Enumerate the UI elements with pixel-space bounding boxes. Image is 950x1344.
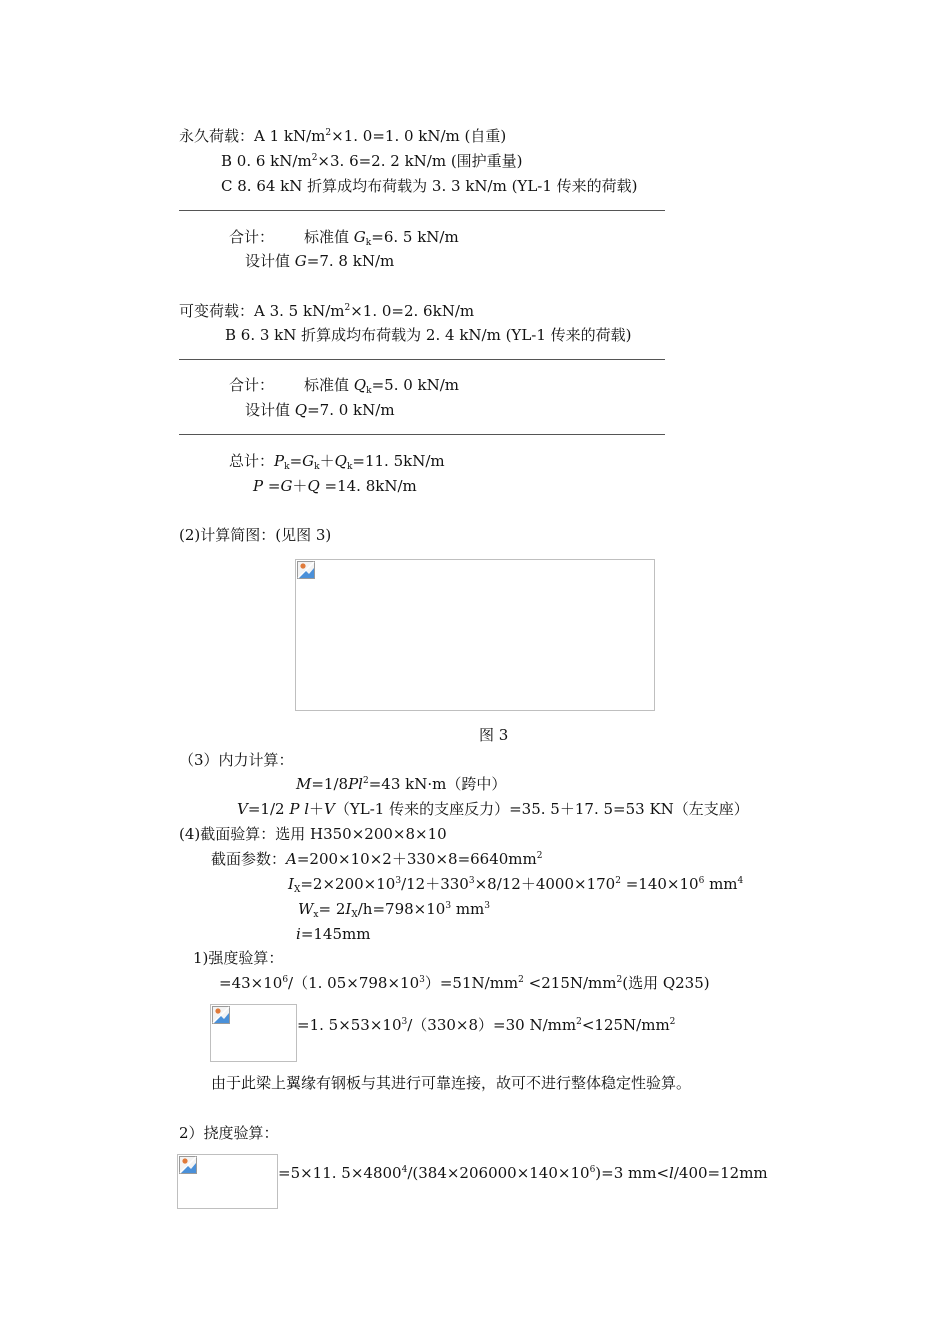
shear-formula-image <box>210 1004 297 1062</box>
moment-equation: $M=1/8Pl^2=43$ kN·m（跨中） <box>296 775 507 793</box>
variable-total-standard: 合计： 标准值 $Q_k=5$. 0 kN/m <box>229 376 460 396</box>
stability-note: 由于此梁上翼缘有钢板与其进行可靠连接，故可不进行整体稳定性验算。 <box>211 1074 692 1092</box>
figure-caption: 图 3 <box>479 726 509 744</box>
separator-line <box>179 210 665 211</box>
broken-image-icon <box>297 561 315 579</box>
variable-load-b: B 6. 3 kN 折算成均布荷载为 2. 4 kN/m (YL-1 传来的荷载) <box>225 326 632 344</box>
separator-line <box>179 434 665 435</box>
strength-heading: 1)强度验算： <box>193 949 284 967</box>
section-check-heading: (4)截面验算：选用 H350×200×8×10 <box>179 825 447 843</box>
variable-total-design: 设计值 Q=7. 0 kN/m <box>245 401 395 419</box>
variable-load-a: 可变荷载：A 3. 5 $kN/m^2\times 1$. 0=2. 6kN/m <box>179 302 475 320</box>
broken-image-icon <box>212 1006 230 1024</box>
permanent-load-b: B 0. 6 $kN/m^2\times 3$. 6=2. 2 kN/m (围护重量) <box>221 152 523 170</box>
separator-line <box>179 359 665 360</box>
shear-stress-equation: =1. $5\times 53\times 10^3/(330\times 8)=30$ $N/mm^2<125N/mm^2$ <box>297 1016 676 1034</box>
shear-equation: V=1/2 P l＋V（YL-1 传来的支座反力）=35. 5＋17. 5=53 KN（左支座） <box>237 800 749 818</box>
bending-stress-equation: $=43\times 10^6/(1$. $05\times 798\times 10^3)=51N/mm^2 <215N/mm^2$(选用 Q235) <box>219 974 710 992</box>
section-inertia: $I_X=2\times 200\times 10^3/12+330^3\times 8/12+4000\times 170^2 =140\times 10^6$ $mm^4$ <box>288 875 744 895</box>
deflection-formula-image <box>177 1154 278 1209</box>
section-area: 截面参数：$A=200\times 10\times 2+330\times 8=6640mm^2$ <box>211 850 543 868</box>
broken-image-icon <box>179 1156 197 1174</box>
grand-total-standard: 总计：$P_k=G_k+Q_k=11$. 5kN/m <box>229 452 445 472</box>
permanent-total-design: 设计值 G=7. 8 kN/m <box>245 252 395 270</box>
deflection-heading: 2）挠度验算： <box>179 1124 279 1142</box>
diagram-heading: (2)计算简图：(见图 3) <box>179 526 332 544</box>
grand-total-design: P =G＋Q =14. 8kN/m <box>253 477 417 495</box>
internal-force-heading: （3）内力计算： <box>179 751 294 769</box>
permanent-total-standard: 合计： 标准值 $G_k=6$. 5 kN/m <box>229 228 459 248</box>
deflection-equation: =5×11. $5\times 4800^4/(384\times 206000\times 140\times 10^6)=3$ mm<l/400=12mm <box>278 1164 768 1182</box>
permanent-load-c: C 8. 64 kN 折算成均布荷载为 3. 3 kN/m (YL-1 传来的荷载) <box>221 177 638 195</box>
figure-3-image <box>295 559 655 711</box>
section-radius: i=145mm <box>296 925 371 943</box>
permanent-load-a: 永久荷载：A 1 $kN/m^2\times 1$. 0=1. 0 kN/m (自重) <box>179 127 507 145</box>
section-modulus: $W_x= 2I_X/h=798\times 10^3$ $mm^3$ <box>298 900 491 920</box>
